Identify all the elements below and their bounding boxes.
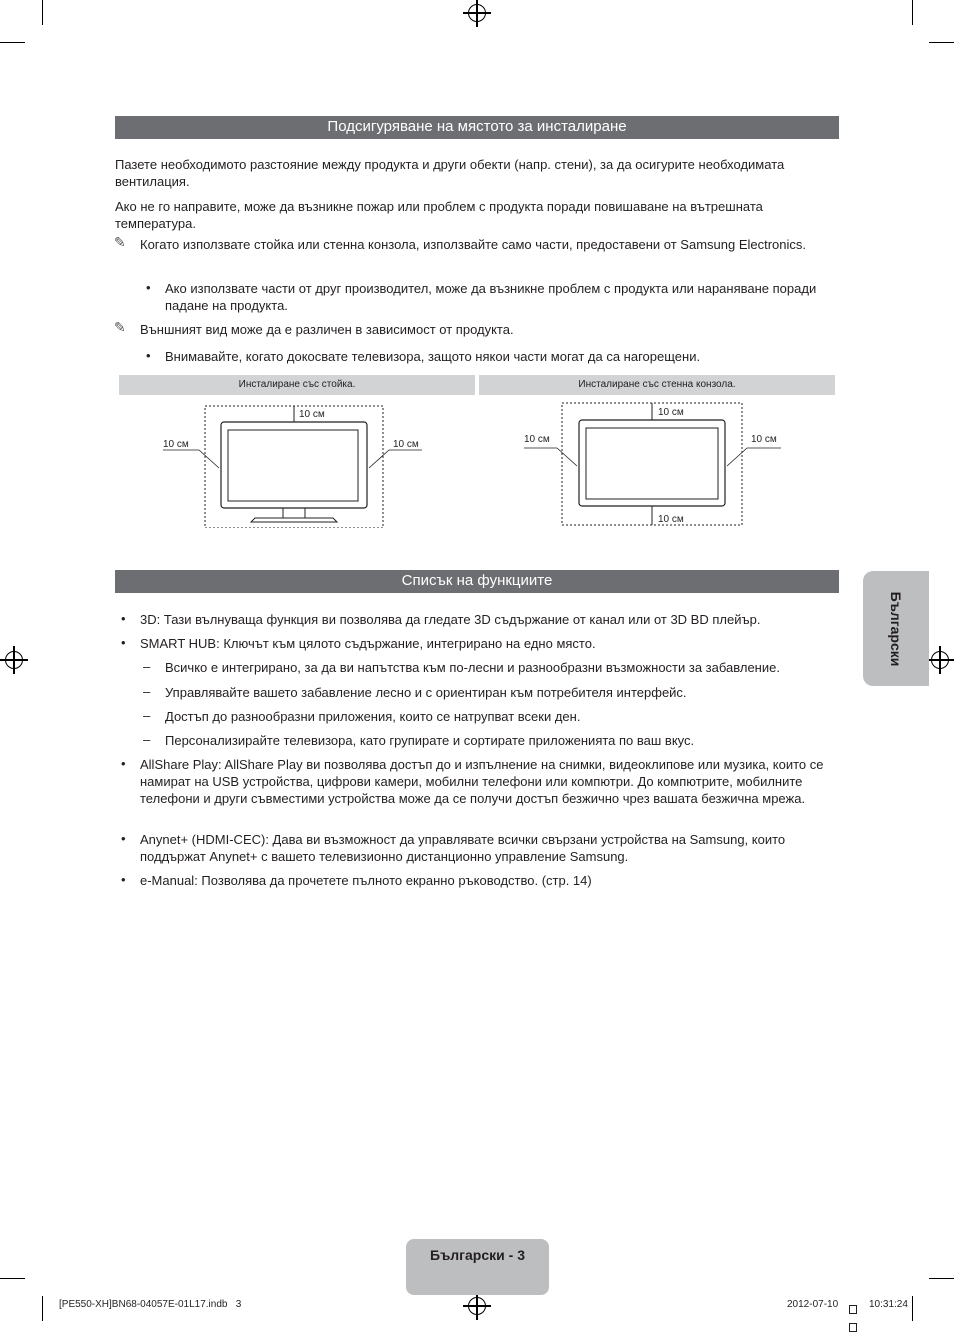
note-appearance: Външният вид може да е различен в зависимост от продукта. <box>140 322 514 337</box>
note-pencil-icon: ✎ <box>114 234 126 250</box>
sub-item: Достъп до разнообразни приложения, които се натрупват всеки ден. <box>165 709 581 724</box>
footer-date: 2012-07-10 <box>787 1299 839 1310</box>
clearance-label-left: 10 см <box>163 439 189 450</box>
footer-time: 10:31:24 <box>869 1299 908 1310</box>
section-title-installation: Подсигуряване на мястото за инсталиране <box>115 116 839 139</box>
paragraph-temperature: Ако не го направите, може да възникне пожар или проблем с продукта поради повишаване на вътрешната температура. <box>115 199 763 231</box>
footer-glyph-box-icon <box>849 1301 866 1309</box>
crop-mark <box>0 1278 25 1279</box>
paragraph-ventilation: Пазете необходимото разстояние между продукта и други обекти (напр. стени), за да осигурите необходимата вентилация. <box>115 157 785 189</box>
bullet-dot: • <box>121 872 126 887</box>
bullet-dot: • <box>121 756 126 771</box>
wall-installation-diagram <box>479 398 835 528</box>
crop-mark <box>42 0 43 25</box>
sub-item: Всичко е интегрирано, за да ви напътства към по-лесни и разнообразни възможности за забавление. <box>165 660 780 675</box>
dash: – <box>143 659 151 674</box>
feature-desc: : Тази вълнуваща функция ви позволява да гледате 3D съдържание от канал или от 3D BD плейър. <box>156 612 761 627</box>
figure-title-stand: Инсталиране със стойка. <box>119 375 475 395</box>
bullet-dot: • <box>121 635 126 650</box>
feature-term: AllShare Play <box>140 757 219 772</box>
registration-mark-icon <box>468 1297 486 1315</box>
feature-term: 3D <box>140 612 157 627</box>
figure-title-wall: Инсталиране със стенна конзола. <box>479 375 835 395</box>
crop-mark <box>929 42 954 43</box>
clearance-label-right: 10 см <box>751 434 777 445</box>
note-samsung-parts: Когато използвате стойка или стенна конзола, използвайте само части, предоставени от Samsung Electronics. <box>140 237 807 252</box>
footer-file-name: [PE550-XH]BN68-04057E-01L17.indb 3 <box>59 1299 242 1310</box>
crop-mark <box>42 1296 43 1321</box>
clearance-label-top: 10 см <box>658 407 684 418</box>
page-number-tab <box>406 1239 549 1295</box>
note-bullet-hot-parts: Внимавайте, когато докосвате телевизора, защото някои части могат да са нагорещени. <box>165 349 701 364</box>
feature-allshare <box>140 756 840 807</box>
crop-mark <box>0 42 25 43</box>
dash: – <box>143 708 151 723</box>
section-title-features: Списък на функциите <box>115 570 839 593</box>
crop-mark <box>929 1278 954 1279</box>
bullet-dot: • <box>146 280 151 295</box>
language-side-tab-label: Български <box>888 591 904 666</box>
note-pencil-icon: ✎ <box>114 319 126 335</box>
dash: – <box>143 732 151 747</box>
bullet-dot: • <box>146 348 151 363</box>
note-bullet-other-parts: Ако използвате части от друг производител, може да възникне проблем с продукта или нараняване поради падане на продукта. <box>165 281 817 313</box>
feature-term: Anynet+ (HDMI-CEC) <box>140 832 266 847</box>
bullet-dot: • <box>121 611 126 626</box>
feature-desc: : AllShare Play ви позволява достъп до и изпълнение на снимки, видеоклипове или музика, които се намират на USB устройства, цифрови камери, мобилни телефони или компютри. До компютрите, мобилните телефони и други съвместими устройства може да се получи достъп безжично чрез вашата безжична мрежа. <box>140 757 824 806</box>
feature-term: SMART HUB <box>140 636 217 651</box>
page-number-label: Български - 3 <box>430 1247 525 1263</box>
clearance-label-top: 10 см <box>299 409 325 420</box>
clearance-label-bottom: 10 см <box>658 514 684 525</box>
registration-mark-icon <box>468 4 486 22</box>
language-side-tab[interactable] <box>863 571 929 686</box>
feature-term: e-Manual <box>140 873 195 888</box>
registration-mark-icon <box>5 651 23 669</box>
clearance-label-left: 10 см <box>524 434 550 445</box>
crop-mark <box>912 1296 913 1321</box>
dash: – <box>143 684 151 699</box>
sub-item: Персонализирайте телевизора, като групирате и сортирате приложенията по ваш вкус. <box>165 733 695 748</box>
registration-mark-icon <box>931 651 949 669</box>
feature-emanual <box>140 872 840 889</box>
sub-item: Управлявайте вашето забавление лесно и с ориентиран към потребителя интерфейс. <box>165 685 687 700</box>
feature-smart-hub <box>140 635 840 652</box>
stand-installation-diagram <box>119 398 475 528</box>
feature-desc: : Позволява да прочетете пълното екранно ръководство. (стр. 14) <box>194 873 592 888</box>
bullet-dot: • <box>121 831 126 846</box>
feature-desc: : Дава ви възможност да управлявате всички свързани устройства на Samsung, които поддържат Anynet+ с вашето телевизионно дистанционно управление Samsung. <box>140 832 786 864</box>
clearance-label-right: 10 см <box>393 439 419 450</box>
feature-desc: : Ключът към цялото съдържание, интегрирано на едно място. <box>216 636 596 651</box>
crop-mark <box>912 0 913 25</box>
feature-3d <box>140 611 840 628</box>
feature-anynet <box>140 831 840 865</box>
